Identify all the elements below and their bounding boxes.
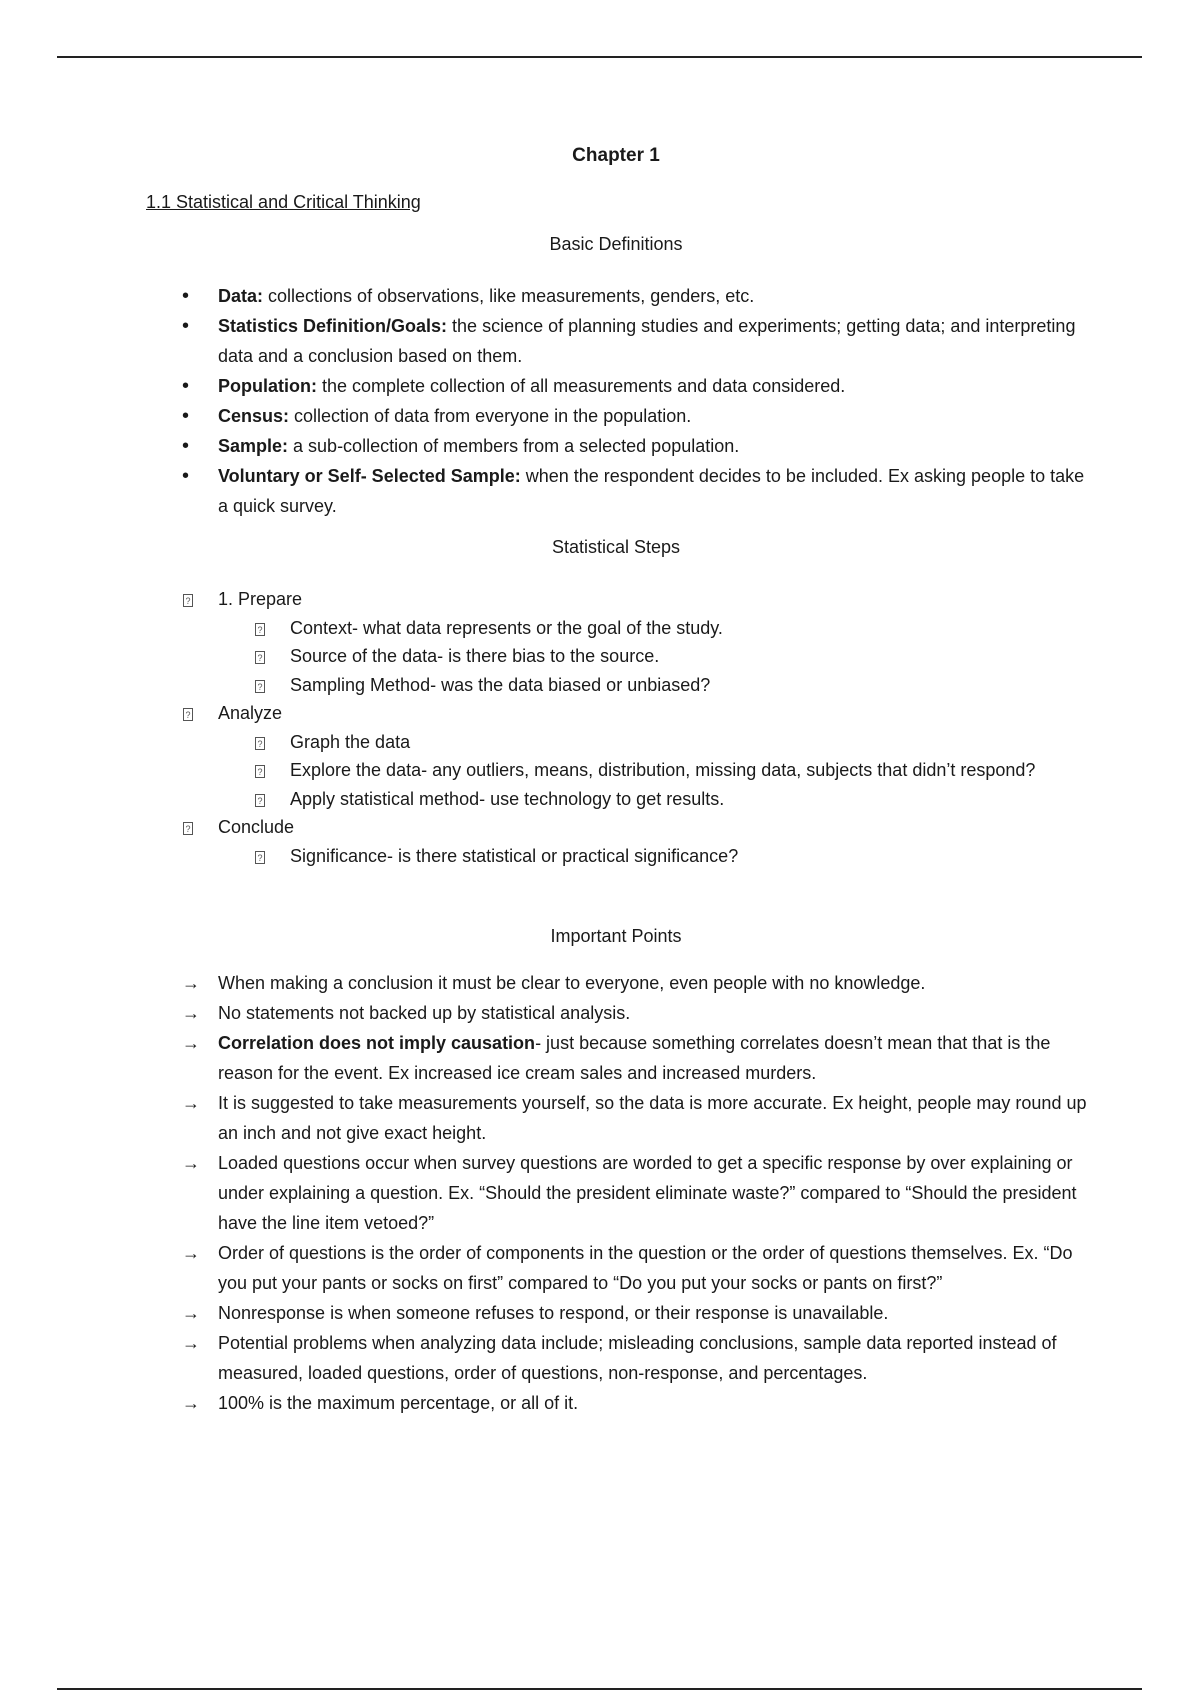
checkbox-icon: ?: [255, 851, 265, 864]
important-points-list: [0, 968, 1200, 1418]
checkbox-icon: ?: [255, 765, 265, 778]
step-group: [0, 699, 1200, 728]
bullet-marker: •: [182, 315, 190, 337]
step-item: [0, 671, 1200, 700]
arrow-icon: →: [182, 1303, 200, 1323]
point-item: [0, 1298, 1200, 1328]
arrow-icon: →: [182, 1333, 200, 1353]
definition-term: Sample:: [218, 436, 289, 456]
definition-text: collection of data from everyone in the population.: [289, 406, 692, 426]
important-points-heading: Important Points: [550, 926, 682, 946]
point-text: No statements not backed up by statistical analysis.: [218, 1003, 631, 1023]
arrow-icon: →: [182, 1393, 200, 1413]
definition-term: Statistics Definition/Goals:: [218, 316, 448, 336]
point-item: [0, 1088, 1200, 1148]
definition-term: Population:: [218, 376, 317, 396]
step-item: [0, 842, 1200, 871]
step-item-text: Graph the data: [290, 731, 411, 752]
checkbox-icon: ?: [255, 623, 265, 636]
definition-term: Census:: [218, 406, 290, 426]
definition-item: [0, 461, 1200, 521]
definition-text: the complete collection of all measurements and data considered.: [316, 376, 846, 396]
point-text: Potential problems when analyzing data include; misleading conclusions, sample data reported instead of measured, loaded questions, order of questions, non-response, and percentages.: [218, 1333, 1057, 1383]
bullet-marker: •: [182, 465, 190, 487]
checkbox-icon: ?: [255, 680, 265, 693]
bullet-marker: •: [182, 285, 190, 307]
statistical-steps-heading: Statistical Steps: [551, 537, 681, 557]
definition-term: Voluntary or Self- Selected Sample:: [218, 466, 521, 486]
arrow-icon: →: [182, 1153, 200, 1173]
definition-item: [0, 311, 1200, 371]
point-text: Loaded questions occur when survey questions are worded to get a specific response by over explaining or under explaining a question. Ex. “Should the president eliminate waste?” compared to “Should the president have the line item vetoed?”: [218, 1153, 1077, 1233]
point-item: [0, 998, 1200, 1028]
chapter-title: Chapter 1: [572, 145, 660, 166]
checkbox-icon: ?: [183, 594, 193, 607]
checkbox-icon: ?: [183, 822, 193, 835]
point-text: - just because something correlates doesn’t mean that that is the reason for the event. Ex increased ice cream sales and increased murders.: [218, 1033, 1051, 1083]
step-item: [0, 642, 1200, 671]
checkbox-icon: ?: [255, 651, 265, 664]
step-group-label: Analyze: [218, 703, 283, 723]
top-rule: [57, 56, 1142, 58]
arrow-icon: →: [182, 1243, 200, 1263]
checkbox-icon: ?: [183, 708, 193, 721]
definition-text: when the respondent decides to be included. Ex asking people to take a quick survey.: [218, 466, 1085, 516]
bottom-rule: [57, 1688, 1142, 1690]
section-title: 1.1 Statistical and Critical Thinking: [146, 192, 421, 212]
basic-definitions-heading: Basic Definitions: [549, 234, 683, 254]
checkbox-icon: ?: [255, 794, 265, 807]
step-item-text: Sampling Method- was the data biased or unbiased?: [290, 674, 711, 695]
step-item-text: Explore the data- any outliers, means, distribution, missing data, subjects that didn’t respond?: [290, 760, 1036, 780]
step-group-label: Conclude: [218, 817, 295, 837]
definition-text: the science of planning studies and experiments; getting data; and interpreting data and a conclusion based on them.: [218, 316, 1076, 366]
bullet-marker: •: [182, 375, 190, 397]
step-group: [0, 813, 1200, 842]
step-item: [0, 756, 1200, 785]
definition-item: [0, 281, 1200, 311]
definition-term: Data:: [218, 286, 264, 306]
bullet-marker: •: [182, 405, 190, 427]
definition-text: a sub-collection of members from a selected population.: [288, 436, 740, 456]
step-group-label: 1. Prepare: [218, 589, 303, 609]
point-item: [0, 1028, 1200, 1088]
step-item: [0, 785, 1200, 814]
point-item: [0, 1238, 1200, 1298]
definition-item: [0, 431, 1200, 461]
step-item-text: Context- what data represents or the goal of the study.: [290, 617, 723, 638]
bullet-marker: •: [182, 435, 190, 457]
step-item-text: Apply statistical method- use technology to get results.: [290, 788, 725, 809]
arrow-icon: →: [182, 1003, 200, 1023]
point-item: [0, 1148, 1200, 1238]
point-text: When making a conclusion it must be clear to everyone, even people with no knowledge.: [218, 973, 926, 993]
statistical-steps-list: [0, 585, 1200, 870]
definition-item: [0, 401, 1200, 431]
definition-item: [0, 371, 1200, 401]
step-item-text: Source of the data- is there bias to the source.: [290, 646, 660, 666]
point-bold: Correlation does not imply causation: [218, 1033, 536, 1053]
step-item: [0, 728, 1200, 757]
checkbox-icon: ?: [255, 737, 265, 750]
point-item: [0, 1328, 1200, 1388]
point-text: 100% is the maximum percentage, or all of it.: [218, 1393, 579, 1413]
arrow-icon: →: [182, 973, 200, 993]
step-group: [0, 585, 1200, 614]
step-item-text: Significance- is there statistical or practical significance?: [290, 845, 739, 866]
point-item: [0, 1388, 1200, 1418]
step-item: [0, 614, 1200, 643]
point-text: Order of questions is the order of components in the question or the order of questions themselves. Ex. “Do you put your pants or socks on first” compared to “Do you put your socks or pants on first?”: [218, 1243, 1073, 1293]
point-item: [0, 968, 1200, 998]
arrow-icon: →: [182, 1093, 200, 1113]
definition-text: collections of observations, like measurements, genders, etc.: [263, 286, 755, 306]
definitions-list: [0, 281, 1200, 521]
point-text: It is suggested to take measurements yourself, so the data is more accurate. Ex height, people may round up an inch and not give exact height.: [218, 1093, 1087, 1143]
point-text: Nonresponse is when someone refuses to respond, or their response is unavailable.: [218, 1303, 889, 1323]
arrow-icon: →: [182, 1033, 200, 1053]
